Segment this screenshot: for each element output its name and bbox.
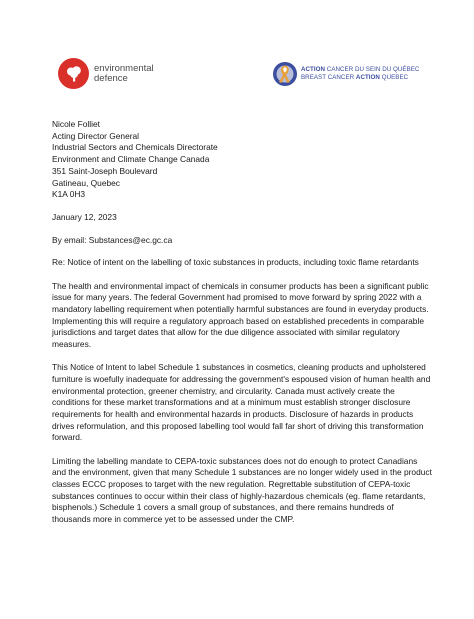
tree-icon <box>58 58 89 89</box>
subject-line: Re: Notice of intent on the labelling of toxic substances in products, including toxic flame retardants <box>52 257 419 268</box>
address-line: K1A 0H3 <box>52 189 86 200</box>
letter-date: January 12, 2023 <box>52 211 117 222</box>
address-line: Industrial Sectors and Chemicals Directorate <box>52 142 218 153</box>
breast-cancer-action-wordmark <box>301 66 419 82</box>
letter-body <box>52 119 432 526</box>
address-line: Acting Director General <box>52 130 140 141</box>
logo-text-line1: environmental <box>94 62 154 74</box>
ac-line2: BREAST CANCER ACTION QUEBEC <box>301 74 409 81</box>
logo-text-line2: defence <box>94 72 128 84</box>
ribbon-icon <box>272 60 298 88</box>
environmental-defence-wordmark <box>94 64 154 84</box>
environmental-defence-logo <box>58 58 154 89</box>
address-line: Environment and Climate Change Canada <box>52 154 210 165</box>
address-line: Gatineau, Quebec <box>52 177 120 188</box>
address-line: 351 Saint-Joseph Boulevard <box>52 165 158 176</box>
ac-line1: ACTION CANCER DU SEIN DU QUÉBEC <box>301 66 420 73</box>
paragraph: This Notice of Intent to label Schedule 1 substances in cosmetics, cleaning products and upholstered furniture is woefully inadequate for addressing the government's espoused vision of human health and environmental protection, greener chemistry, and circularity. Canada must actively create the conditions for these market transformations and at a minimum must establish stronger disclosure requirements for health and environmental hazards in products. Disclosure of hazards in products drives reformulation, and this proposed labelling tool would fall far short of driving this transformation forward. <box>52 362 431 443</box>
paragraph: The health and environmental impact of chemicals in consumer products has been a significant public issue for many years. The federal Government had promised to move forward by spring 2022 with a mandatory labelling requirement when potentially harmful substances are found in everyday products. Implementing this will require a regulatory approach based on established precedents in comparable jurisdictions and target dates that allow for the due diligence associated with similar regulatory measures. <box>52 280 429 350</box>
recipient-address <box>52 119 432 201</box>
email-line: By email: Substances@ec.gc.ca <box>52 234 173 245</box>
address-line: Nicole Folliet <box>52 119 100 129</box>
breast-cancer-action-logo <box>272 60 419 88</box>
paragraph: Limiting the labelling mandate to CEPA-toxic substances does not do enough to protect Canadians and the environment, given that many Schedule 1 substances are no longer widely used in the product classes ECCC proposes to target with the new regulation. Regrettable substitution of CEPA-toxic substances continues to occur within their class of highly-hazardous chemicals (eg. flame retardants, bisphenols.) Schedule 1 covers a small group of substances, and there remains hundreds of thousands more in commerce yet to be assessed under the CMP. <box>52 455 432 525</box>
